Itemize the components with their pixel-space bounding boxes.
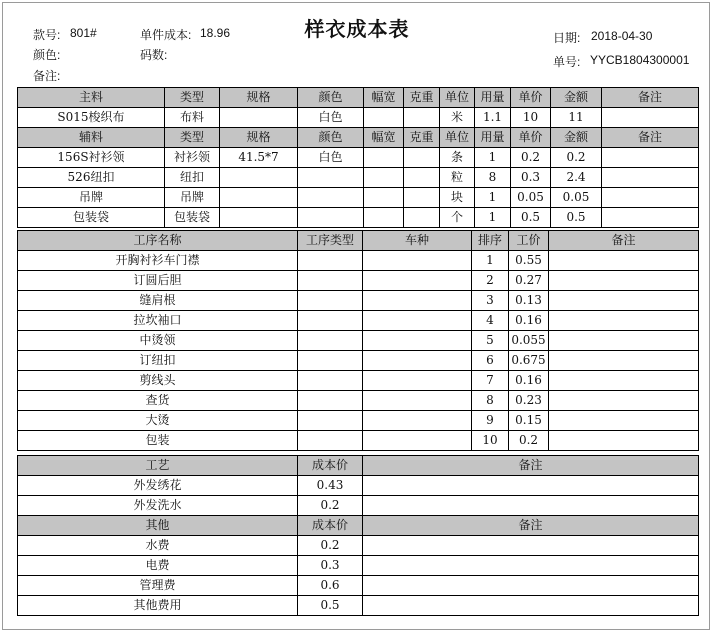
table-cell: 1 — [475, 208, 511, 228]
table-cell — [549, 331, 699, 351]
table-cell — [363, 576, 699, 596]
table-cell: 8 — [475, 168, 511, 188]
table-cell — [364, 188, 404, 208]
header-cell: 工序类型 — [298, 231, 363, 251]
table-cell — [364, 208, 404, 228]
header-cell: 金额 — [551, 88, 602, 108]
header-cell: 单位 — [440, 88, 475, 108]
table-cell: 大烫 — [18, 411, 298, 431]
header-cell: 成本价 — [298, 516, 363, 536]
table-cell: 1.1 — [475, 108, 511, 128]
table-cell — [549, 271, 699, 291]
table-cell — [602, 188, 699, 208]
unit-cost-label: 单件成本: — [140, 28, 192, 42]
table-row — [18, 556, 699, 576]
table-cell: 订圆后胆 — [18, 271, 298, 291]
table-cell — [549, 411, 699, 431]
order-no-value: YYCB1804300001 — [590, 53, 690, 67]
table-cell — [220, 168, 298, 188]
table-cell: 11 — [551, 108, 602, 128]
table-cell — [298, 411, 363, 431]
header-cell: 备注 — [363, 456, 699, 476]
table-cell — [363, 351, 472, 371]
table-cell — [298, 311, 363, 331]
table-row — [18, 271, 699, 291]
table-cell: 吊牌 — [165, 188, 220, 208]
color-label: 颜色: — [33, 48, 61, 62]
table-cell — [404, 208, 440, 228]
table-cell: 包装袋 — [165, 208, 220, 228]
table-cell: 156S衬衫领 — [18, 148, 165, 168]
table-cell — [363, 291, 472, 311]
table-cell: 订纽扣 — [18, 351, 298, 371]
header-cell: 工艺 — [18, 456, 298, 476]
table-cell — [298, 188, 364, 208]
table-row — [18, 168, 699, 188]
header-cell: 规格 — [220, 128, 298, 148]
table-cell: 0.55 — [509, 251, 549, 271]
order-no-label: 单号: — [553, 55, 581, 69]
table-cell — [220, 108, 298, 128]
table-cell: 电费 — [18, 556, 298, 576]
table-cell — [363, 331, 472, 351]
table-cell: 0.675 — [509, 351, 549, 371]
table-cell — [549, 311, 699, 331]
header-cell: 用量 — [475, 88, 511, 108]
header-cell: 颜色 — [298, 88, 364, 108]
header-row — [18, 516, 699, 536]
table-cell: 1 — [472, 251, 509, 271]
header-cell: 单价 — [511, 128, 551, 148]
table-cell: 米 — [440, 108, 475, 128]
header-cell: 克重 — [404, 128, 440, 148]
table-cell: 2.4 — [551, 168, 602, 188]
table-cell: 0.16 — [509, 311, 549, 331]
table-cell — [220, 188, 298, 208]
table-cell: S015梭织布 — [18, 108, 165, 128]
table-cell: 衬衫领 — [165, 148, 220, 168]
table-cell: 0.2 — [298, 536, 363, 556]
header-cell: 备注 — [602, 128, 699, 148]
header-cell: 幅宽 — [364, 128, 404, 148]
table-cell: 3 — [472, 291, 509, 311]
header-cell: 成本价 — [298, 456, 363, 476]
table-cell — [298, 331, 363, 351]
header-cell: 工价 — [509, 231, 549, 251]
table-row — [18, 331, 699, 351]
table-cell: 0.27 — [509, 271, 549, 291]
materials-table — [17, 87, 699, 228]
table-cell: 1 — [475, 148, 511, 168]
header-row — [18, 128, 699, 148]
process-body — [18, 231, 699, 451]
table-cell: 剪线头 — [18, 371, 298, 391]
table-cell — [298, 271, 363, 291]
header-cell: 规格 — [220, 88, 298, 108]
table-cell — [363, 391, 472, 411]
table-cell: 0.2 — [298, 496, 363, 516]
table-cell — [363, 496, 699, 516]
table-cell: 4 — [472, 311, 509, 331]
table-cell — [549, 351, 699, 371]
table-cell — [298, 371, 363, 391]
table-cell — [363, 476, 699, 496]
table-cell — [364, 168, 404, 188]
table-cell — [364, 148, 404, 168]
table-cell: 0.15 — [509, 411, 549, 431]
table-cell — [549, 431, 699, 451]
table-cell — [298, 208, 364, 228]
header-cell: 排序 — [472, 231, 509, 251]
table-cell — [298, 391, 363, 411]
header-cell: 金额 — [551, 128, 602, 148]
table-cell: 0.2 — [551, 148, 602, 168]
table-cell — [298, 291, 363, 311]
header-cell: 备注 — [363, 516, 699, 536]
table-cell — [404, 168, 440, 188]
table-cell: 0.43 — [298, 476, 363, 496]
table-cell: 10 — [472, 431, 509, 451]
style-no-label: 款号: — [33, 28, 61, 42]
table-row — [18, 208, 699, 228]
table-cell — [298, 251, 363, 271]
table-cell: 0.23 — [509, 391, 549, 411]
date-label: 日期: — [553, 31, 581, 45]
table-row — [18, 411, 699, 431]
table-cell — [298, 351, 363, 371]
table-cell — [549, 371, 699, 391]
table-row — [18, 536, 699, 556]
table-cell — [404, 108, 440, 128]
header-cell: 备注 — [549, 231, 699, 251]
table-cell: 7 — [472, 371, 509, 391]
table-cell: 管理费 — [18, 576, 298, 596]
table-cell: 5 — [472, 331, 509, 351]
table-cell: 0.5 — [511, 208, 551, 228]
table-cell: 0.6 — [298, 576, 363, 596]
header-cell: 幅宽 — [364, 88, 404, 108]
table-cell: 1 — [475, 188, 511, 208]
table-row — [18, 251, 699, 271]
table-cell: 0.2 — [511, 148, 551, 168]
table-cell: 0.5 — [298, 596, 363, 616]
table-cell — [220, 208, 298, 228]
table-cell: 41.5*7 — [220, 148, 298, 168]
header-cell: 工序名称 — [18, 231, 298, 251]
table-cell: 0.055 — [509, 331, 549, 351]
table-cell — [363, 596, 699, 616]
table-cell: 白色 — [298, 108, 364, 128]
table-cell — [404, 188, 440, 208]
table-row — [18, 391, 699, 411]
table-row — [18, 476, 699, 496]
table-row — [18, 291, 699, 311]
table-cell: 0.2 — [509, 431, 549, 451]
table-cell: 块 — [440, 188, 475, 208]
size-label: 码数: — [140, 48, 168, 62]
table-cell — [363, 536, 699, 556]
table-cell — [602, 208, 699, 228]
table-cell: 9 — [472, 411, 509, 431]
header-cell: 备注 — [602, 88, 699, 108]
table-cell: 10 — [511, 108, 551, 128]
header-cell: 颜色 — [298, 128, 364, 148]
table-cell: 拉坎袖口 — [18, 311, 298, 331]
table-cell: 缝肩根 — [18, 291, 298, 311]
header-cell: 单位 — [440, 128, 475, 148]
date-value: 2018-04-30 — [591, 29, 653, 43]
table-row — [18, 351, 699, 371]
table-row — [18, 108, 699, 128]
header-cell: 克重 — [404, 88, 440, 108]
table-row — [18, 311, 699, 331]
table-cell: 526纽扣 — [18, 168, 165, 188]
table-cell: 纽扣 — [165, 168, 220, 188]
table-cell: 查货 — [18, 391, 298, 411]
header-cell: 主料 — [18, 88, 165, 108]
table-cell — [602, 168, 699, 188]
header-cell: 类型 — [165, 88, 220, 108]
remark-label: 备注: — [33, 69, 61, 83]
table-cell — [298, 431, 363, 451]
page-title: 样衣成本表 — [304, 17, 410, 41]
table-cell — [549, 251, 699, 271]
table-cell: 开胸衬衫车门襟 — [18, 251, 298, 271]
table-cell: 外发绣花 — [18, 476, 298, 496]
header-cell: 车种 — [363, 231, 472, 251]
header-cell: 辅料 — [18, 128, 165, 148]
table-row — [18, 148, 699, 168]
table-cell: 0.13 — [509, 291, 549, 311]
table-cell — [363, 411, 472, 431]
table-row — [18, 371, 699, 391]
table-row — [18, 596, 699, 616]
process-table — [17, 230, 699, 451]
table-cell: 包装袋 — [18, 208, 165, 228]
table-cell — [298, 168, 364, 188]
table-cell: 0.05 — [551, 188, 602, 208]
table-cell: 布料 — [165, 108, 220, 128]
table-cell — [364, 108, 404, 128]
table-cell — [363, 311, 472, 331]
table-cell — [363, 371, 472, 391]
header-row — [18, 231, 699, 251]
table-cell — [549, 291, 699, 311]
table-cell: 0.3 — [511, 168, 551, 188]
table-cell — [363, 556, 699, 576]
table-cell: 外发洗水 — [18, 496, 298, 516]
table-cell: 2 — [472, 271, 509, 291]
table-cell: 6 — [472, 351, 509, 371]
materials-body — [18, 88, 699, 228]
table-row — [18, 431, 699, 451]
table-cell: 其他费用 — [18, 596, 298, 616]
table-cell — [602, 108, 699, 128]
table-cell: 个 — [440, 208, 475, 228]
table-cell: 0.05 — [511, 188, 551, 208]
table-cell: 0.16 — [509, 371, 549, 391]
table-cell — [363, 431, 472, 451]
table-cell — [602, 148, 699, 168]
header-cell: 单价 — [511, 88, 551, 108]
table-cell: 0.5 — [551, 208, 602, 228]
table-cell — [363, 271, 472, 291]
table-cell — [549, 391, 699, 411]
table-cell — [363, 251, 472, 271]
header-cell: 其他 — [18, 516, 298, 536]
table-cell: 粒 — [440, 168, 475, 188]
style-no-value: 801# — [70, 26, 97, 40]
table-cell — [404, 148, 440, 168]
table-cell: 白色 — [298, 148, 364, 168]
unit-cost-value: 18.96 — [200, 26, 231, 40]
table-row — [18, 188, 699, 208]
cost-table — [17, 455, 699, 616]
table-row — [18, 496, 699, 516]
header-cell: 类型 — [165, 128, 220, 148]
header-row — [18, 88, 699, 108]
table-cell: 8 — [472, 391, 509, 411]
table-cell: 水费 — [18, 536, 298, 556]
table-cell: 吊牌 — [18, 188, 165, 208]
header-row — [18, 456, 699, 476]
table-row — [18, 576, 699, 596]
table-cell: 条 — [440, 148, 475, 168]
table-cell: 包装 — [18, 431, 298, 451]
table-cell: 中烫领 — [18, 331, 298, 351]
table-cell: 0.3 — [298, 556, 363, 576]
cost-body — [18, 456, 699, 616]
header-cell: 用量 — [475, 128, 511, 148]
